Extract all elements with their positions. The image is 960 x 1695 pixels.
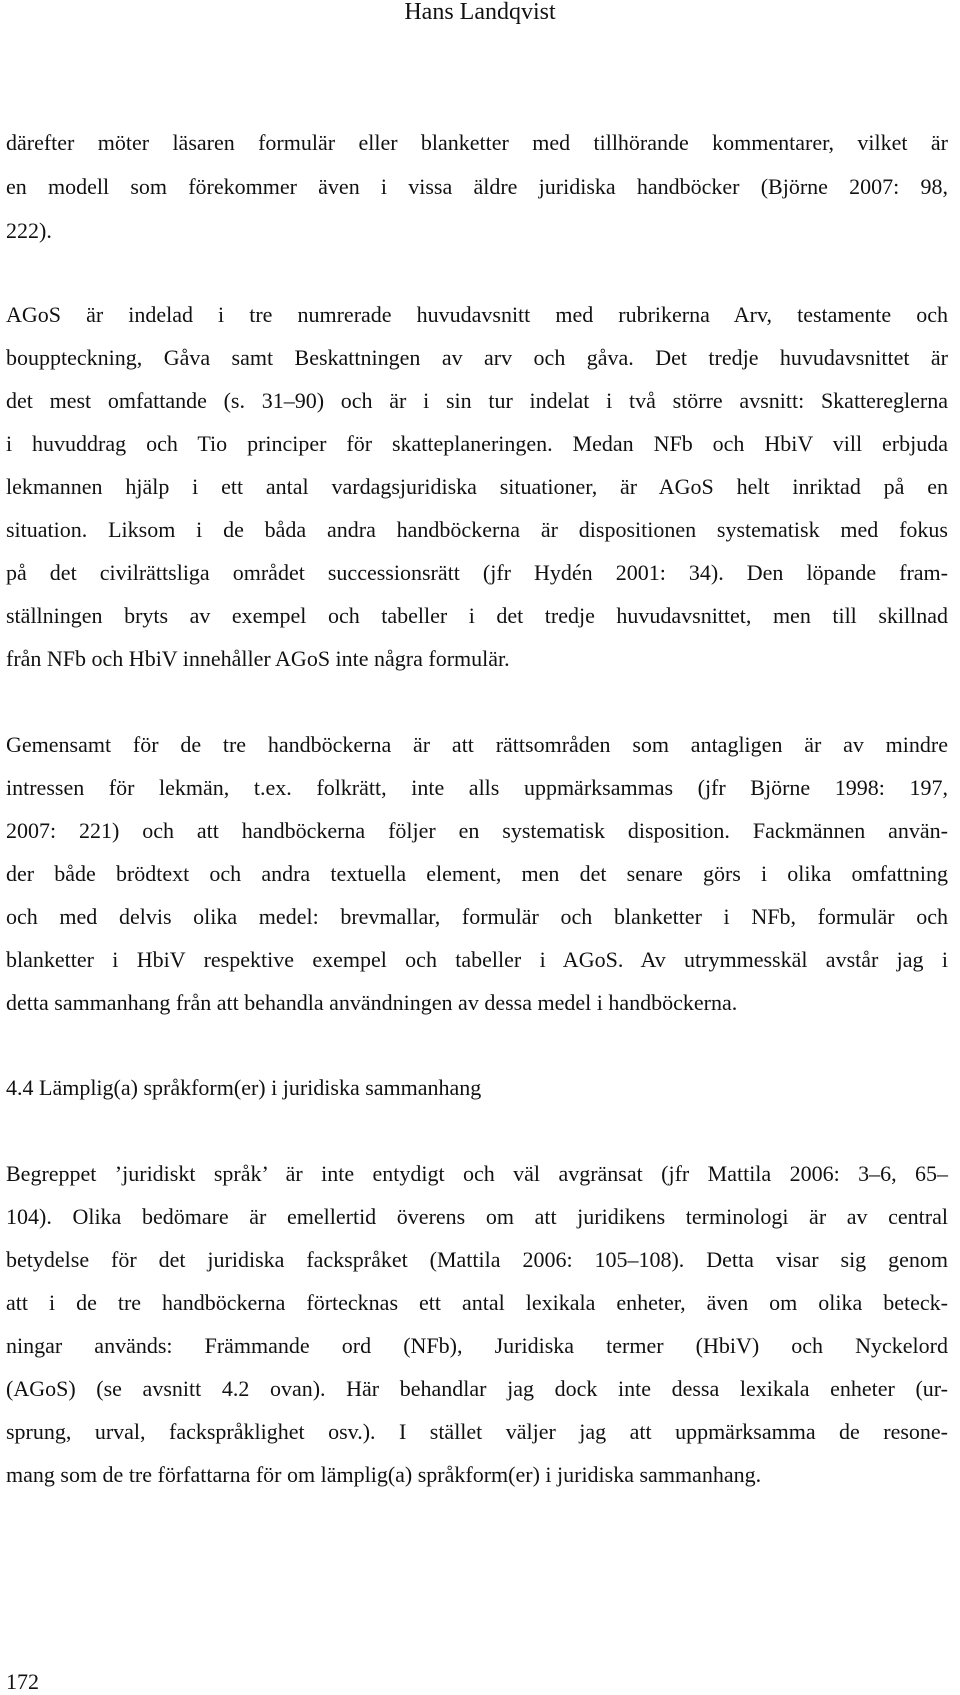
text-line: lekmannen hjälp i ett antal vardagsjuridiska situationer, är AGoS helt inriktad på en bbox=[6, 474, 948, 499]
page-number: 172 bbox=[6, 1669, 39, 1694]
text-line: 104). Olika bedömare är emellertid överens om att juridikens terminologi är av central bbox=[6, 1204, 948, 1229]
text-line: detta sammanhang från att behandla användningen av dessa medel i handböckerna. bbox=[6, 990, 738, 1015]
text-line: ställningen bryts av exempel och tabeller i det tredje huvudavsnittet, men till skillnad bbox=[6, 603, 948, 628]
text-line: Gemensamt för de tre handböckerna är att rättsområden som antagligen är av mindre bbox=[6, 732, 948, 757]
text-line: ningar används: Främmande ord (NFb), Juridiska termer (HbiV) och Nyckelord bbox=[6, 1333, 948, 1358]
text-line: (AGoS) (se avsnitt 4.2 ovan). Här behandlar jag dock inte dessa lexikala enheter (ur- bbox=[6, 1376, 948, 1401]
text-line: därefter möter läsaren formulär eller blanketter med tillhörande kommentarer, vilket är bbox=[6, 130, 948, 155]
text-line: situation. Liksom i de båda andra handböckerna är dispositionen systematisk med fokus bbox=[6, 517, 948, 542]
text-line: AGoS är indelad i tre numrerade huvudavsnitt med rubrikerna Arv, testamente och bbox=[6, 302, 948, 327]
text-line: 2007: 221) och att handböckerna följer en systematisk disposition. Fackmännen använ- bbox=[6, 818, 948, 843]
text-line: från NFb och HbiV innehåller AGoS inte några formulär. bbox=[6, 646, 510, 671]
text-line: intressen för lekmän, t.ex. folkrätt, inte alls uppmärksammas (jfr Björne 1998: 197, bbox=[6, 775, 948, 800]
text-line: betydelse för det juridiska fackspråket (Mattila 2006: 105–108). Detta visar sig genom bbox=[6, 1247, 948, 1272]
text-line: blanketter i HbiV respektive exempel och tabeller i AGoS. Av utrymmesskäl avstår jag i bbox=[6, 947, 948, 972]
text-line: Begreppet ’juridiskt språk’ är inte entydigt och väl avgränsat (jfr Mattila 2006: 3–6, 65– bbox=[6, 1161, 948, 1186]
text-line: der både brödtext och andra textuella element, men det senare görs i olika omfattning bbox=[6, 861, 948, 886]
text-line: 222). bbox=[6, 218, 52, 243]
text-line: i huvuddrag och Tio principer för skatteplaneringen. Medan NFb och HbiV vill erbjuda bbox=[6, 431, 948, 456]
text-line: och med delvis olika medel: brevmallar, formulär och blanketter i NFb, formulär och bbox=[6, 904, 948, 929]
text-line: att i de tre handböckerna förtecknas ett antal lexikala enheter, även om olika beteck- bbox=[6, 1290, 948, 1315]
running-header: Hans Landqvist bbox=[404, 0, 556, 25]
text-line: bouppteckning, Gåva samt Beskattningen av arv och gåva. Det tredje huvudavsnittet är bbox=[6, 345, 948, 370]
section-heading: 4.4 Lämplig(a) språkform(er) i juridiska sammanhang bbox=[6, 1075, 482, 1100]
text-line: det mest omfattande (s. 31–90) och är i sin tur indelat i två större avsnitt: Skattereglerna bbox=[6, 388, 948, 413]
text-line: sprung, urval, fackspråklighet osv.). I stället väljer jag att uppmärksamma de resone- bbox=[6, 1419, 948, 1444]
text-line: en modell som förekommer även i vissa äldre juridiska handböcker (Björne 2007: 98, bbox=[6, 174, 948, 199]
text-line: på det civilrättsliga området successionsrätt (jfr Hydén 2001: 34). Den löpande fram- bbox=[6, 560, 948, 585]
text-line: mang som de tre författarna för om lämplig(a) språkform(er) i juridiska sammanhang. bbox=[6, 1462, 762, 1487]
